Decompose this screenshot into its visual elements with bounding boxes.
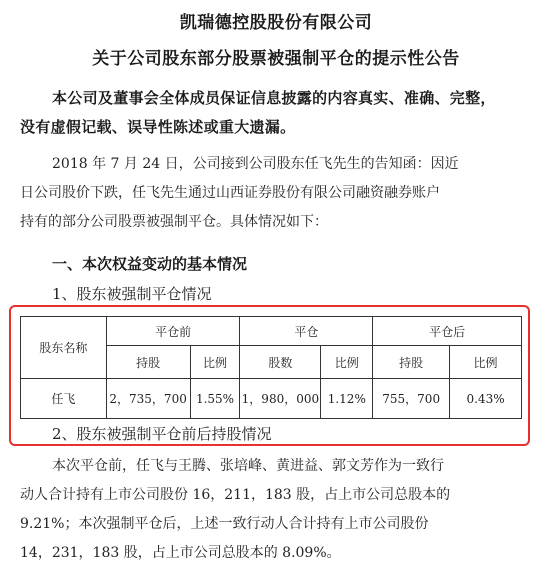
subheader-ratio: 比例: [450, 346, 522, 379]
holdings-line-4: 14，231，183 股，占上市公司总股本的 8.09%。: [20, 545, 341, 561]
subsection-heading-1: 1、股东被强制平仓情况: [52, 285, 212, 303]
holdings-line-2: 动人合计持有上市公司股份 16，211，183 股，占上市公司总股本的: [20, 487, 451, 503]
header-before-close: 平仓前: [106, 317, 240, 346]
cell-close-ratio: 1.12%: [321, 379, 373, 419]
announcement-title: 关于公司股东部分股票被强制平仓的提示性公告: [92, 49, 460, 69]
header-close: 平仓: [240, 317, 373, 346]
board-declaration: [20, 84, 540, 142]
subheader-holdings: 持股: [106, 346, 190, 379]
holdings-line-3: 9.21%；本次强制平仓后，上述一致行动人合计持有上市公司股份: [20, 516, 429, 532]
subheader-ratio: 比例: [321, 346, 373, 379]
cell-after-holdings: 755，700: [373, 379, 450, 419]
cell-before-holdings: 2，735，700: [106, 379, 190, 419]
declaration-line-1: 本公司及董事会全体成员保证信息披露的内容真实、准确、完整，: [52, 89, 496, 107]
cell-after-ratio: 0.43%: [450, 379, 522, 419]
intro-paragraph: [20, 150, 540, 237]
section-heading: 一、本次权益变动的基本情况: [52, 255, 248, 273]
forced-liquidation-table: [20, 316, 522, 419]
subheader-ratio: 比例: [190, 346, 240, 379]
subheader-shares: 股数: [240, 346, 321, 379]
table-header-row: [21, 317, 522, 346]
table-row: [21, 379, 522, 419]
intro-line-3: 持有的部分公司股票被强制平仓。具体情况如下：: [20, 214, 328, 230]
holdings-paragraph: [20, 452, 540, 568]
subheader-holdings: 持股: [373, 346, 450, 379]
subsection-heading-2: 2、股东被强制平仓前后持股情况: [52, 425, 272, 443]
cell-before-ratio: 1.55%: [190, 379, 240, 419]
declaration-line-2: 没有虚假记载、误导性陈述或重大遗漏。: [20, 118, 296, 136]
cell-close-shares: 1，980，000: [240, 379, 321, 419]
holdings-line-1: 本次平仓前，任飞与王腾、张培峰、黄进益、郭文芳作为一致行: [52, 458, 444, 474]
header-after-close: 平仓后: [373, 317, 522, 346]
company-name: 凯瑞德控股股份有限公司: [179, 13, 373, 33]
intro-line-2: 日公司股价下跌，任飞先生通过山西证券股份有限公司融资融券账户: [20, 185, 440, 201]
cell-name: 任飞: [21, 379, 107, 419]
intro-line-1: 2018 年 7 月 24 日，公司接到公司股东任飞先生的告知函：因近: [52, 156, 459, 172]
header-shareholder-name: 股东名称: [21, 317, 107, 379]
